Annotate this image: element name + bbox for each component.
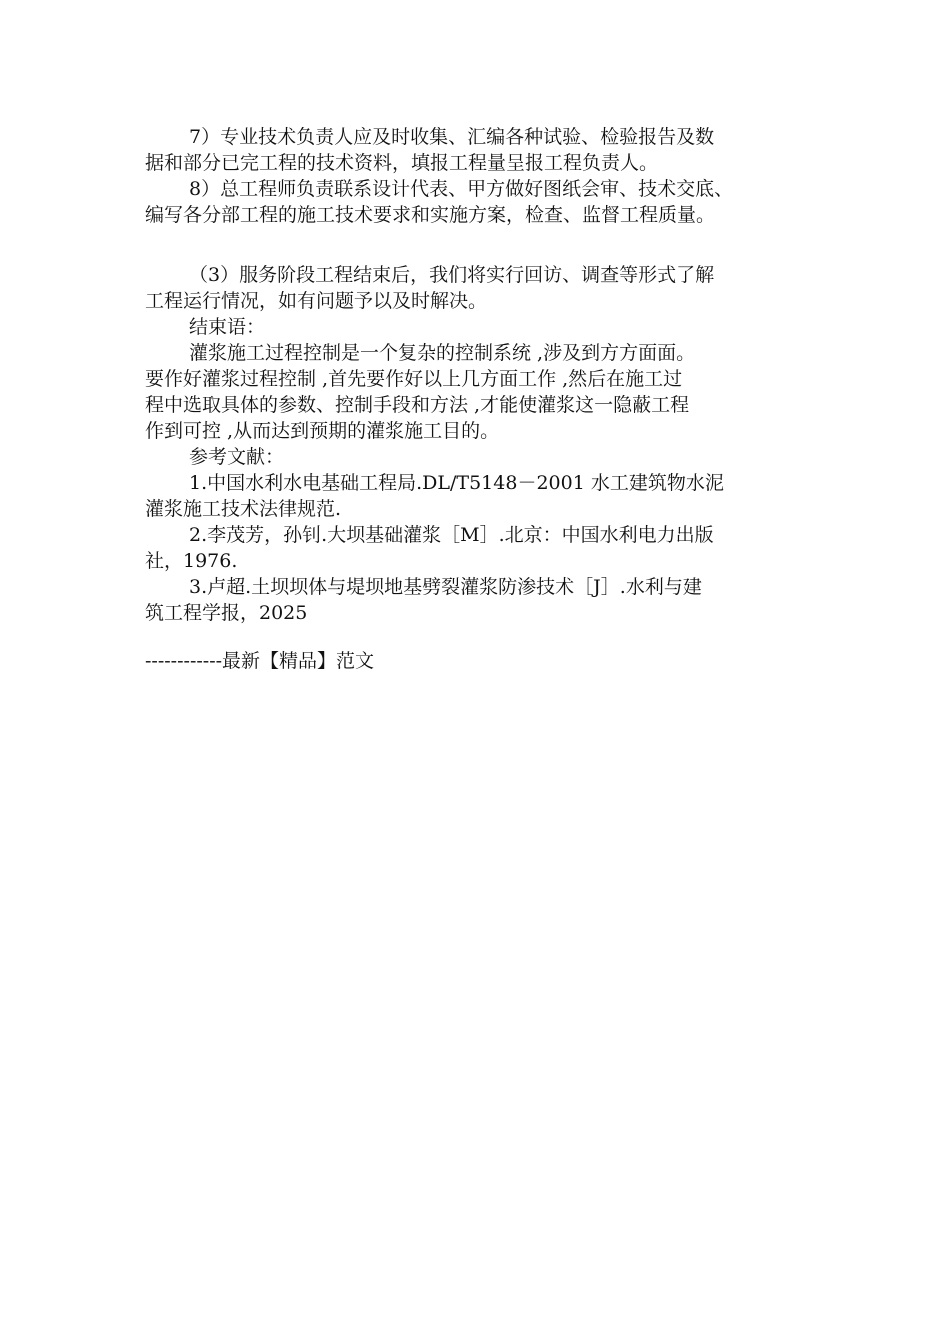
conclusion-line-2: 要作好灌浆过程控制 ,首先要作好以上几方面工作 ,然后在施工过: [145, 368, 683, 390]
conclusion-line-4: 作到可控 ,从而达到预期的灌浆施工目的。: [145, 420, 500, 442]
conclusion-line-3: 程中选取具体的参数、控制手段和方法 ,才能使灌浆这一隐蔽工程: [145, 394, 690, 416]
paragraph-8-line-1: 8）总工程师负责联系设计代表、甲方做好图纸会审、技术交底、: [189, 178, 734, 200]
document-body: [145, 124, 810, 626]
paragraph-gap: [145, 228, 810, 262]
service-stage-line-1: （3）服务阶段工程结束后，我们将实行回访、调查等形式了解: [189, 264, 715, 286]
reference-3-line-2: 筑工程学报，2025: [145, 602, 308, 624]
reference-1-line-2: 灌浆施工技术法律规范.: [145, 498, 342, 520]
reference-2-line-2: 社，1976.: [145, 550, 238, 572]
paragraph-8-line-2: 编写各分部工程的施工技术要求和实施方案，检查、监督工程质量。: [145, 204, 716, 226]
references-heading: 参考文献：: [189, 446, 285, 468]
conclusion-line-1: 灌浆施工过程控制是一个复杂的控制系统 ,涉及到方方面面。: [189, 342, 696, 364]
footer-tagline: ------------最新【精品】范文: [145, 650, 375, 672]
reference-1-line-1: 1.中国水利水电基础工程局.DL/T5148－2001 水工建筑物水泥: [189, 472, 724, 494]
paragraph-7-line-1: 7）专业技术负责人应及时收集、汇编各种试验、检验报告及数: [189, 126, 715, 148]
conclusion-heading: 结束语：: [189, 316, 266, 338]
paragraph-7-line-2: 据和部分已完工程的技术资料，填报工程量呈报工程负责人。: [145, 152, 659, 174]
reference-3-line-1: 3.卢超.土坝坝体与堤坝地基劈裂灌浆防渗技术［J］.水利与建: [189, 576, 702, 598]
reference-2-line-1: 2.李茂芳，孙钊.大坝基础灌浆［M］.北京：中国水利电力出版: [189, 524, 714, 546]
service-stage-line-2: 工程运行情况，如有问题予以及时解决。: [145, 290, 488, 312]
